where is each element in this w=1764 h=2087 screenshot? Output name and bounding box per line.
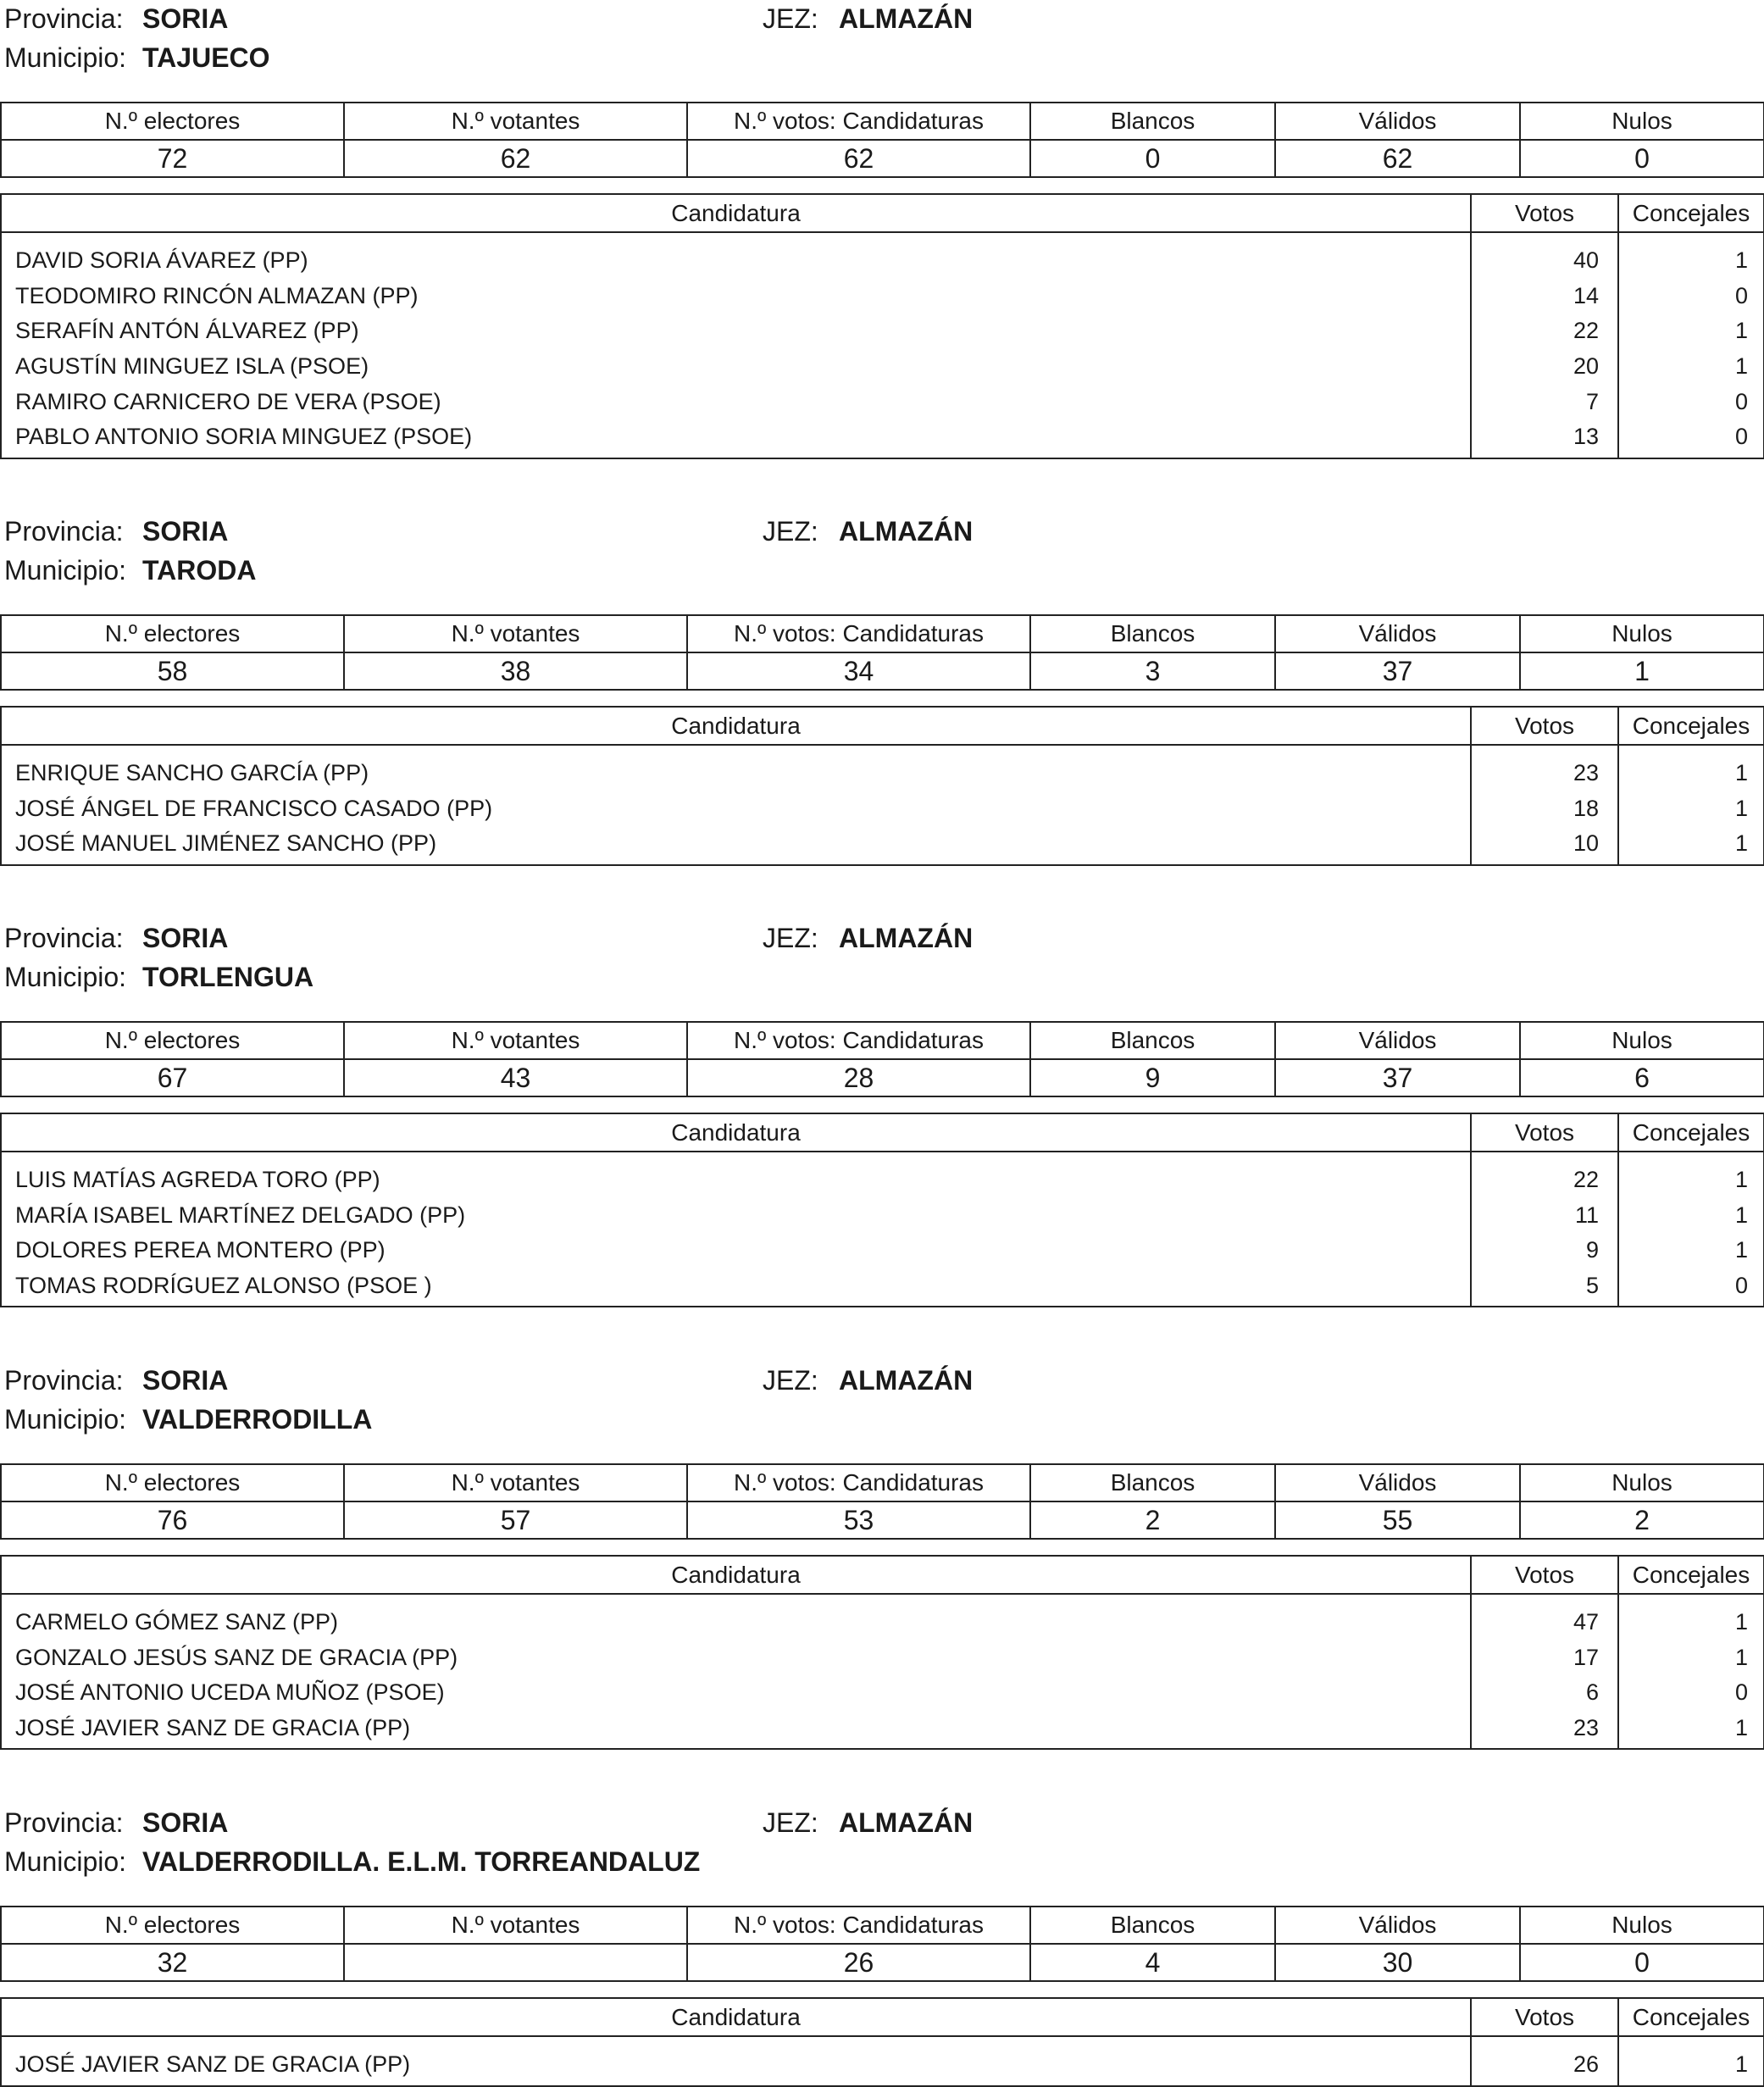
summary-header-blancos: Blancos	[1030, 1022, 1275, 1059]
summary-value-nulos: 1	[1520, 652, 1764, 690]
table-row	[1, 1198, 1764, 1234]
summary-header-validos: Válidos	[1275, 1022, 1520, 1059]
summary-header-votos-cand: N.º votos: Candidaturas	[687, 1022, 1030, 1059]
summary-value-validos: 62	[1275, 140, 1520, 177]
candidate-name: DAVID SORIA ÁVAREZ (PP)	[1, 232, 1471, 279]
candidate-concejales: 0	[1618, 384, 1764, 419]
municipio-value: TAJUECO	[142, 42, 270, 73]
candidate-name: AGUSTÍN MINGUEZ ISLA (PSOE)	[1, 349, 1471, 385]
summary-header-validos: Válidos	[1275, 1464, 1520, 1501]
table-row	[1, 791, 1764, 827]
municipio-value: VALDERRODILLA. E.L.M. TORREANDALUZ	[142, 1846, 701, 1877]
summary-table	[0, 102, 1764, 178]
jez-value: ALMAZÁN	[839, 923, 974, 953]
provincia-label: Provincia:	[4, 516, 124, 547]
summary-header-nulos: Nulos	[1520, 1022, 1764, 1059]
candidate-votos: 26	[1471, 2036, 1618, 2086]
table-row	[1, 279, 1764, 314]
summary-header-votantes: N.º votantes	[344, 1464, 687, 1501]
municipio-value: TARODA	[142, 555, 257, 586]
summary-header-electores: N.º electores	[1, 1907, 344, 1944]
concejales-header: Concejales	[1618, 707, 1764, 745]
candidate-concejales: 0	[1618, 279, 1764, 314]
candidate-votos: 6	[1471, 1675, 1618, 1711]
table-row	[1, 1233, 1764, 1268]
candidate-votos: 10	[1471, 826, 1618, 865]
candidate-concejales: 1	[1618, 349, 1764, 385]
municipio-label: Municipio:	[4, 962, 127, 992]
candidates-table	[0, 1997, 1764, 2087]
candidate-votos: 9	[1471, 1233, 1618, 1268]
summary-header-votos-cand: N.º votos: Candidaturas	[687, 103, 1030, 140]
candidatura-header: Candidatura	[1, 1113, 1471, 1152]
concejales-header: Concejales	[1618, 1113, 1764, 1152]
candidate-name: PABLO ANTONIO SORIA MINGUEZ (PSOE)	[1, 419, 1471, 458]
summary-value-validos: 30	[1275, 1944, 1520, 1981]
jez-label: JEZ:	[763, 3, 818, 34]
table-row	[1, 1268, 1764, 1307]
table-row	[1, 1711, 1764, 1750]
candidate-votos: 23	[1471, 1711, 1618, 1750]
summary-header-electores: N.º electores	[1, 1022, 344, 1059]
table-row	[1, 1640, 1764, 1676]
jez-label: JEZ:	[763, 516, 818, 547]
summary-value-nulos: 0	[1520, 1944, 1764, 1981]
candidate-name: JOSÉ JAVIER SANZ DE GRACIA (PP)	[1, 1711, 1471, 1750]
jez-value: ALMAZÁN	[839, 1807, 974, 1838]
summary-table	[0, 1021, 1764, 1097]
summary-table	[0, 1906, 1764, 1982]
table-row	[1, 826, 1764, 865]
table-row	[1, 1594, 1764, 1640]
summary-value-votos-cand: 53	[687, 1501, 1030, 1539]
candidatura-header: Candidatura	[1, 1998, 1471, 2036]
candidate-concejales: 0	[1618, 419, 1764, 458]
summary-header-votantes: N.º votantes	[344, 103, 687, 140]
summary-header-votantes: N.º votantes	[344, 1022, 687, 1059]
summary-header-blancos: Blancos	[1030, 103, 1275, 140]
candidatura-header: Candidatura	[1, 707, 1471, 745]
candidate-concejales: 1	[1618, 1594, 1764, 1640]
candidate-concejales: 1	[1618, 1640, 1764, 1676]
provincia-value: SORIA	[142, 516, 229, 547]
candidate-name: CARMELO GÓMEZ SANZ (PP)	[1, 1594, 1471, 1640]
provincia-value: SORIA	[142, 923, 229, 953]
table-row	[1, 2036, 1764, 2086]
candidate-concejales: 0	[1618, 1268, 1764, 1307]
provincia-label: Provincia:	[4, 1365, 124, 1396]
summary-value-votantes: 43	[344, 1059, 687, 1096]
candidate-votos: 22	[1471, 1152, 1618, 1198]
candidate-name: MARÍA ISABEL MARTÍNEZ DELGADO (PP)	[1, 1198, 1471, 1234]
summary-value-validos: 37	[1275, 652, 1520, 690]
candidate-votos: 40	[1471, 232, 1618, 279]
summary-value-blancos: 0	[1030, 140, 1275, 177]
table-row	[1, 1152, 1764, 1198]
candidate-concejales: 1	[1618, 1152, 1764, 1198]
candidate-name: ENRIQUE SANCHO GARCÍA (PP)	[1, 745, 1471, 791]
summary-value-nulos: 6	[1520, 1059, 1764, 1096]
summary-value-electores: 32	[1, 1944, 344, 1981]
summary-value-validos: 55	[1275, 1501, 1520, 1539]
summary-header-nulos: Nulos	[1520, 1907, 1764, 1944]
summary-value-electores: 76	[1, 1501, 344, 1539]
candidate-votos: 47	[1471, 1594, 1618, 1640]
jez-label: JEZ:	[763, 1365, 818, 1396]
summary-value-votantes: 62	[344, 140, 687, 177]
candidate-concejales: 1	[1618, 745, 1764, 791]
candidate-concejales: 1	[1618, 1711, 1764, 1750]
summary-header-nulos: Nulos	[1520, 1464, 1764, 1501]
candidates-table	[0, 193, 1764, 459]
candidate-votos: 13	[1471, 419, 1618, 458]
summary-value-electores: 72	[1, 140, 344, 177]
table-row	[1, 314, 1764, 349]
candidate-name: RAMIRO CARNICERO DE VERA (PSOE)	[1, 384, 1471, 419]
provincia-label: Provincia:	[4, 1807, 124, 1838]
municipio-label: Municipio:	[4, 42, 127, 73]
provincia-value: SORIA	[142, 1807, 229, 1838]
candidate-votos: 18	[1471, 791, 1618, 827]
candidate-name: GONZALO JESÚS SANZ DE GRACIA (PP)	[1, 1640, 1471, 1676]
summary-value-votantes: 57	[344, 1501, 687, 1539]
candidate-votos: 5	[1471, 1268, 1618, 1307]
candidate-votos: 7	[1471, 384, 1618, 419]
provincia-label: Provincia:	[4, 3, 124, 34]
summary-header-validos: Válidos	[1275, 103, 1520, 140]
provincia-value: SORIA	[142, 1365, 229, 1396]
table-row	[1, 1675, 1764, 1711]
concejales-header: Concejales	[1618, 194, 1764, 232]
candidate-votos: 22	[1471, 314, 1618, 349]
candidates-table	[0, 1555, 1764, 1750]
municipio-value: VALDERRODILLA	[142, 1404, 373, 1435]
summary-value-votos-cand: 62	[687, 140, 1030, 177]
municipio-label: Municipio:	[4, 555, 127, 586]
summary-header-validos: Válidos	[1275, 615, 1520, 652]
summary-table	[0, 1463, 1764, 1540]
candidates-table	[0, 1113, 1764, 1307]
summary-value-blancos: 3	[1030, 652, 1275, 690]
summary-header-electores: N.º electores	[1, 1464, 344, 1501]
summary-value-blancos: 9	[1030, 1059, 1275, 1096]
summary-value-electores: 67	[1, 1059, 344, 1096]
municipio-label: Municipio:	[4, 1846, 127, 1877]
municipio-value: TORLENGUA	[142, 962, 314, 992]
votos-header: Votos	[1471, 1113, 1618, 1152]
summary-value-votantes	[344, 1944, 687, 1981]
candidates-table	[0, 706, 1764, 866]
summary-value-nulos: 0	[1520, 140, 1764, 177]
candidate-name: TEODOMIRO RINCÓN ALMAZAN (PP)	[1, 279, 1471, 314]
summary-header-votos-cand: N.º votos: Candidaturas	[687, 1907, 1030, 1944]
summary-header-blancos: Blancos	[1030, 615, 1275, 652]
concejales-header: Concejales	[1618, 1998, 1764, 2036]
provincia-value: SORIA	[142, 3, 229, 34]
table-row	[1, 419, 1764, 458]
jez-value: ALMAZÁN	[839, 3, 974, 34]
summary-value-nulos: 2	[1520, 1501, 1764, 1539]
candidate-name: JOSÉ ANTONIO UCEDA MUÑOZ (PSOE)	[1, 1675, 1471, 1711]
candidate-name: DOLORES PEREA MONTERO (PP)	[1, 1233, 1471, 1268]
summary-header-blancos: Blancos	[1030, 1464, 1275, 1501]
jez-value: ALMAZÁN	[839, 516, 974, 547]
jez-label: JEZ:	[763, 1807, 818, 1838]
summary-value-electores: 58	[1, 652, 344, 690]
candidate-concejales: 1	[1618, 232, 1764, 279]
candidate-concejales: 1	[1618, 791, 1764, 827]
candidate-name: SERAFÍN ANTÓN ÁLVAREZ (PP)	[1, 314, 1471, 349]
candidate-votos: 23	[1471, 745, 1618, 791]
summary-value-votos-cand: 34	[687, 652, 1030, 690]
candidate-votos: 17	[1471, 1640, 1618, 1676]
votos-header: Votos	[1471, 194, 1618, 232]
summary-header-electores: N.º electores	[1, 103, 344, 140]
summary-header-votantes: N.º votantes	[344, 1907, 687, 1944]
provincia-label: Provincia:	[4, 923, 124, 953]
candidate-votos: 20	[1471, 349, 1618, 385]
summary-header-votantes: N.º votantes	[344, 615, 687, 652]
summary-header-electores: N.º electores	[1, 615, 344, 652]
summary-header-votos-cand: N.º votos: Candidaturas	[687, 615, 1030, 652]
summary-header-blancos: Blancos	[1030, 1907, 1275, 1944]
summary-header-nulos: Nulos	[1520, 615, 1764, 652]
summary-value-validos: 37	[1275, 1059, 1520, 1096]
concejales-header: Concejales	[1618, 1556, 1764, 1594]
candidate-name: LUIS MATÍAS AGREDA TORO (PP)	[1, 1152, 1471, 1198]
candidate-votos: 11	[1471, 1198, 1618, 1234]
candidate-concejales: 1	[1618, 314, 1764, 349]
candidate-concejales: 1	[1618, 2036, 1764, 2086]
votos-header: Votos	[1471, 707, 1618, 745]
votos-header: Votos	[1471, 1998, 1618, 2036]
candidate-name: JOSÉ MANUEL JIMÉNEZ SANCHO (PP)	[1, 826, 1471, 865]
table-row	[1, 745, 1764, 791]
candidate-name: TOMAS RODRÍGUEZ ALONSO (PSOE )	[1, 1268, 1471, 1307]
summary-table	[0, 614, 1764, 691]
summary-header-votos-cand: N.º votos: Candidaturas	[687, 1464, 1030, 1501]
summary-value-votos-cand: 28	[687, 1059, 1030, 1096]
table-row	[1, 349, 1764, 385]
candidate-name: JOSÉ ÁNGEL DE FRANCISCO CASADO (PP)	[1, 791, 1471, 827]
summary-value-blancos: 4	[1030, 1944, 1275, 1981]
jez-label: JEZ:	[763, 923, 818, 953]
candidatura-header: Candidatura	[1, 194, 1471, 232]
table-row	[1, 384, 1764, 419]
candidate-votos: 14	[1471, 279, 1618, 314]
summary-header-validos: Válidos	[1275, 1907, 1520, 1944]
table-row	[1, 232, 1764, 279]
candidate-concejales: 1	[1618, 1198, 1764, 1234]
summary-value-votos-cand: 26	[687, 1944, 1030, 1981]
candidate-name: JOSÉ JAVIER SANZ DE GRACIA (PP)	[1, 2036, 1471, 2086]
summary-value-votantes: 38	[344, 652, 687, 690]
votos-header: Votos	[1471, 1556, 1618, 1594]
municipio-label: Municipio:	[4, 1404, 127, 1435]
candidate-concejales: 0	[1618, 1675, 1764, 1711]
summary-header-nulos: Nulos	[1520, 103, 1764, 140]
candidate-concejales: 1	[1618, 826, 1764, 865]
jez-value: ALMAZÁN	[839, 1365, 974, 1396]
candidatura-header: Candidatura	[1, 1556, 1471, 1594]
candidate-concejales: 1	[1618, 1233, 1764, 1268]
summary-value-blancos: 2	[1030, 1501, 1275, 1539]
